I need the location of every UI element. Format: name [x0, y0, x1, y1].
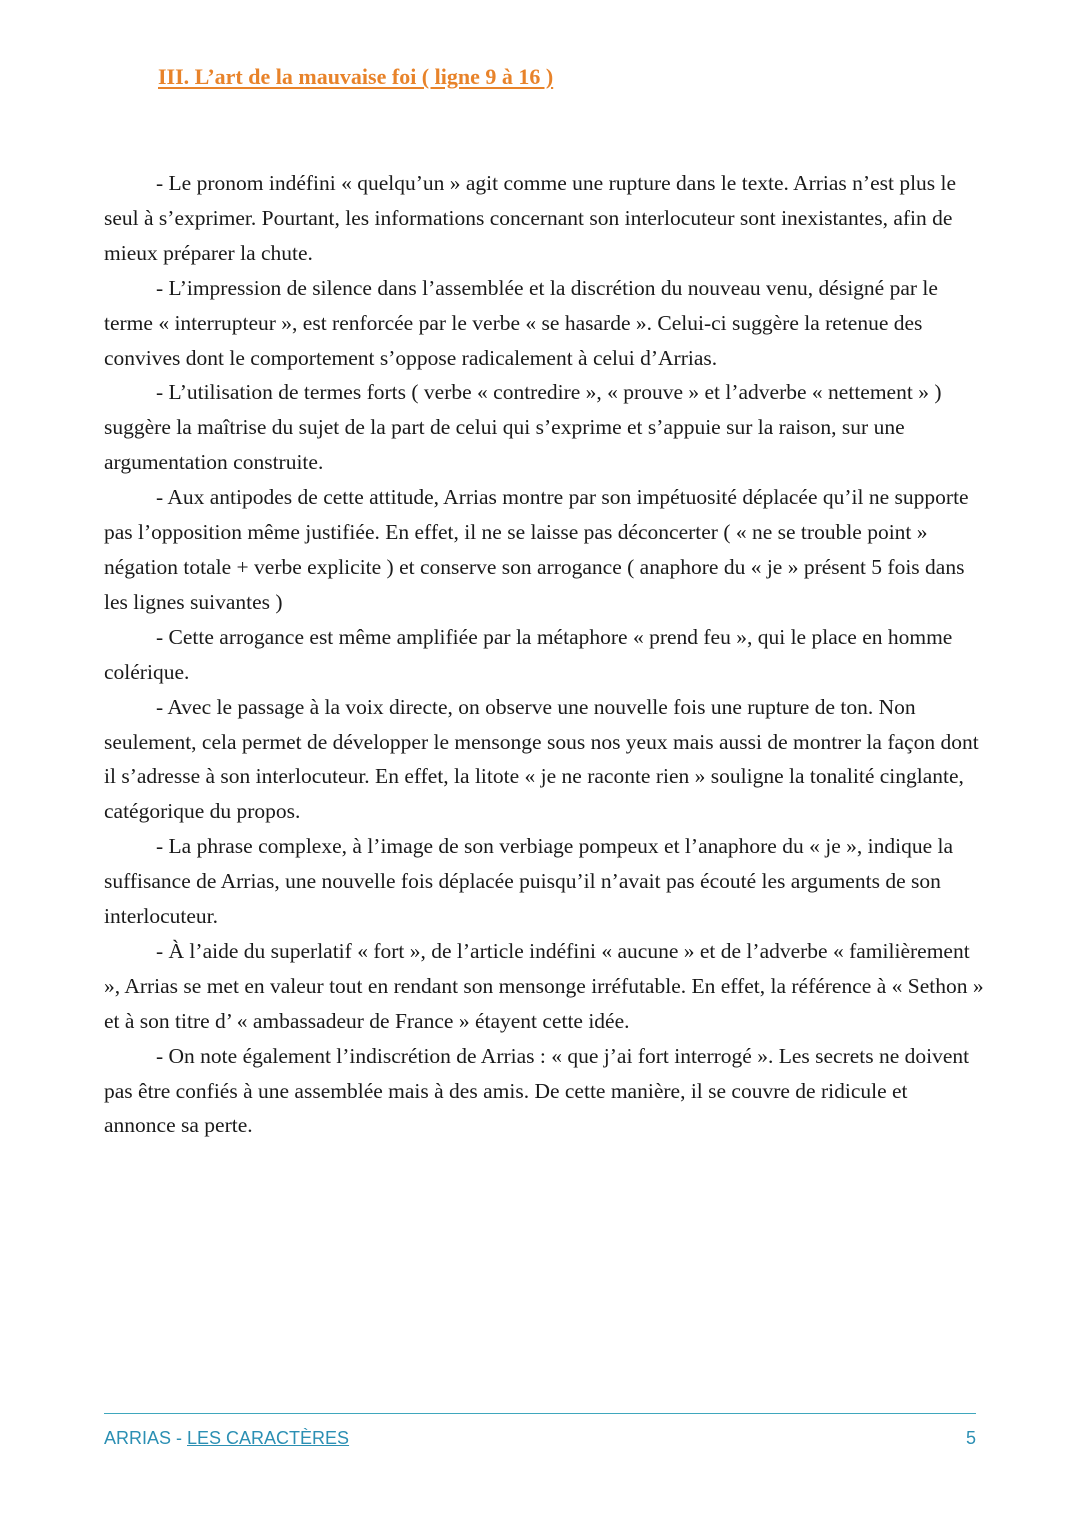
paragraph: - L’utilisation de termes forts ( verbe « contredire », « prouve » et l’adverbe « nettement » ) suggère la maîtrise du sujet de la part de celui qui s’exprime et s’appuie sur la raison, sur une argumentation construite.: [104, 380, 942, 475]
page-number: 5: [965, 1428, 976, 1448]
paragraph: - L’impression de silence dans l’assemblée et la discrétion du nouveau venu, désigné par le terme « interrupteur », est renforcée par le verbe « se hasarde ». Celui-ci suggère la retenue des convives dont le comportement s’oppose radicalement à celui d’Arrias.: [104, 275, 938, 370]
paragraph: - Aux antipodes de cette attitude, Arrias montre par son impétuosité déplacée qu’il ne supporte pas l’opposition même justifiée. En effet, il ne se laisse pas déconcerter ( « ne se trouble point » négation totale + verbe explicite ) et conserve son arrogance ( anaphore du « je » présent 5 fois dans les lignes suivantes ): [104, 485, 969, 614]
paragraph: - La phrase complexe, à l’image de son verbiage pompeux et l’anaphore du « je », indique la suffisance de Arrias, une nouvelle fois déplacée puisqu’il n’avait pas écouté les arguments de son interlocuteur.: [104, 834, 954, 929]
footer-title: [104, 1428, 349, 1449]
body-text: [104, 166, 984, 1143]
paragraph: - Avec le passage à la voix directe, on observe une nouvelle fois une rupture de ton. Non seulement, cela permet de développer le mensonge sous nos yeux mais aussi de montrer la façon dont il s’adresse à son interlocuteur. En effet, la litote « je ne raconte rien » souligne la tonalité cinglante, catégorique du propos.: [104, 694, 979, 824]
section-heading: III. L’art de la mauvaise foi ( ligne 9 à 16 ): [158, 64, 554, 89]
footer-title-link[interactable]: LES CARACTÈRES: [187, 1428, 350, 1448]
footer-title-prefix: ARRIAS -: [104, 1428, 188, 1448]
footer-divider: [104, 1413, 976, 1414]
paragraph: - On note également l’indiscrétion de Arrias : « que j’ai fort interrogé ». Les secrets ne doivent pas être confiés à une assemblée mais à des amis. De cette manière, il se couvre de ridicule et annonce sa perte.: [104, 1043, 970, 1138]
paragraph: - Le pronom indéfini « quelqu’un » agit comme une rupture dans le texte. Arrias n’est plus le seul à s’exprimer. Pourtant, les informations concernant son interlocuteur sont inexistantes, afin de mieux préparer la chute.: [104, 171, 957, 265]
paragraph: - À l’aide du superlatif « fort », de l’article indéfini « aucune » et de l’adverbe « familièrement », Arrias se met en valeur tout en rendant son mensonge irréfutable. En effet, la référence à « Sethon » et à son titre d’ « ambassadeur de France » étayent cette idée.: [104, 938, 984, 1033]
paragraph: - Cette arrogance est même amplifiée par la métaphore « prend feu », qui le place en homme colérique.: [104, 624, 953, 684]
